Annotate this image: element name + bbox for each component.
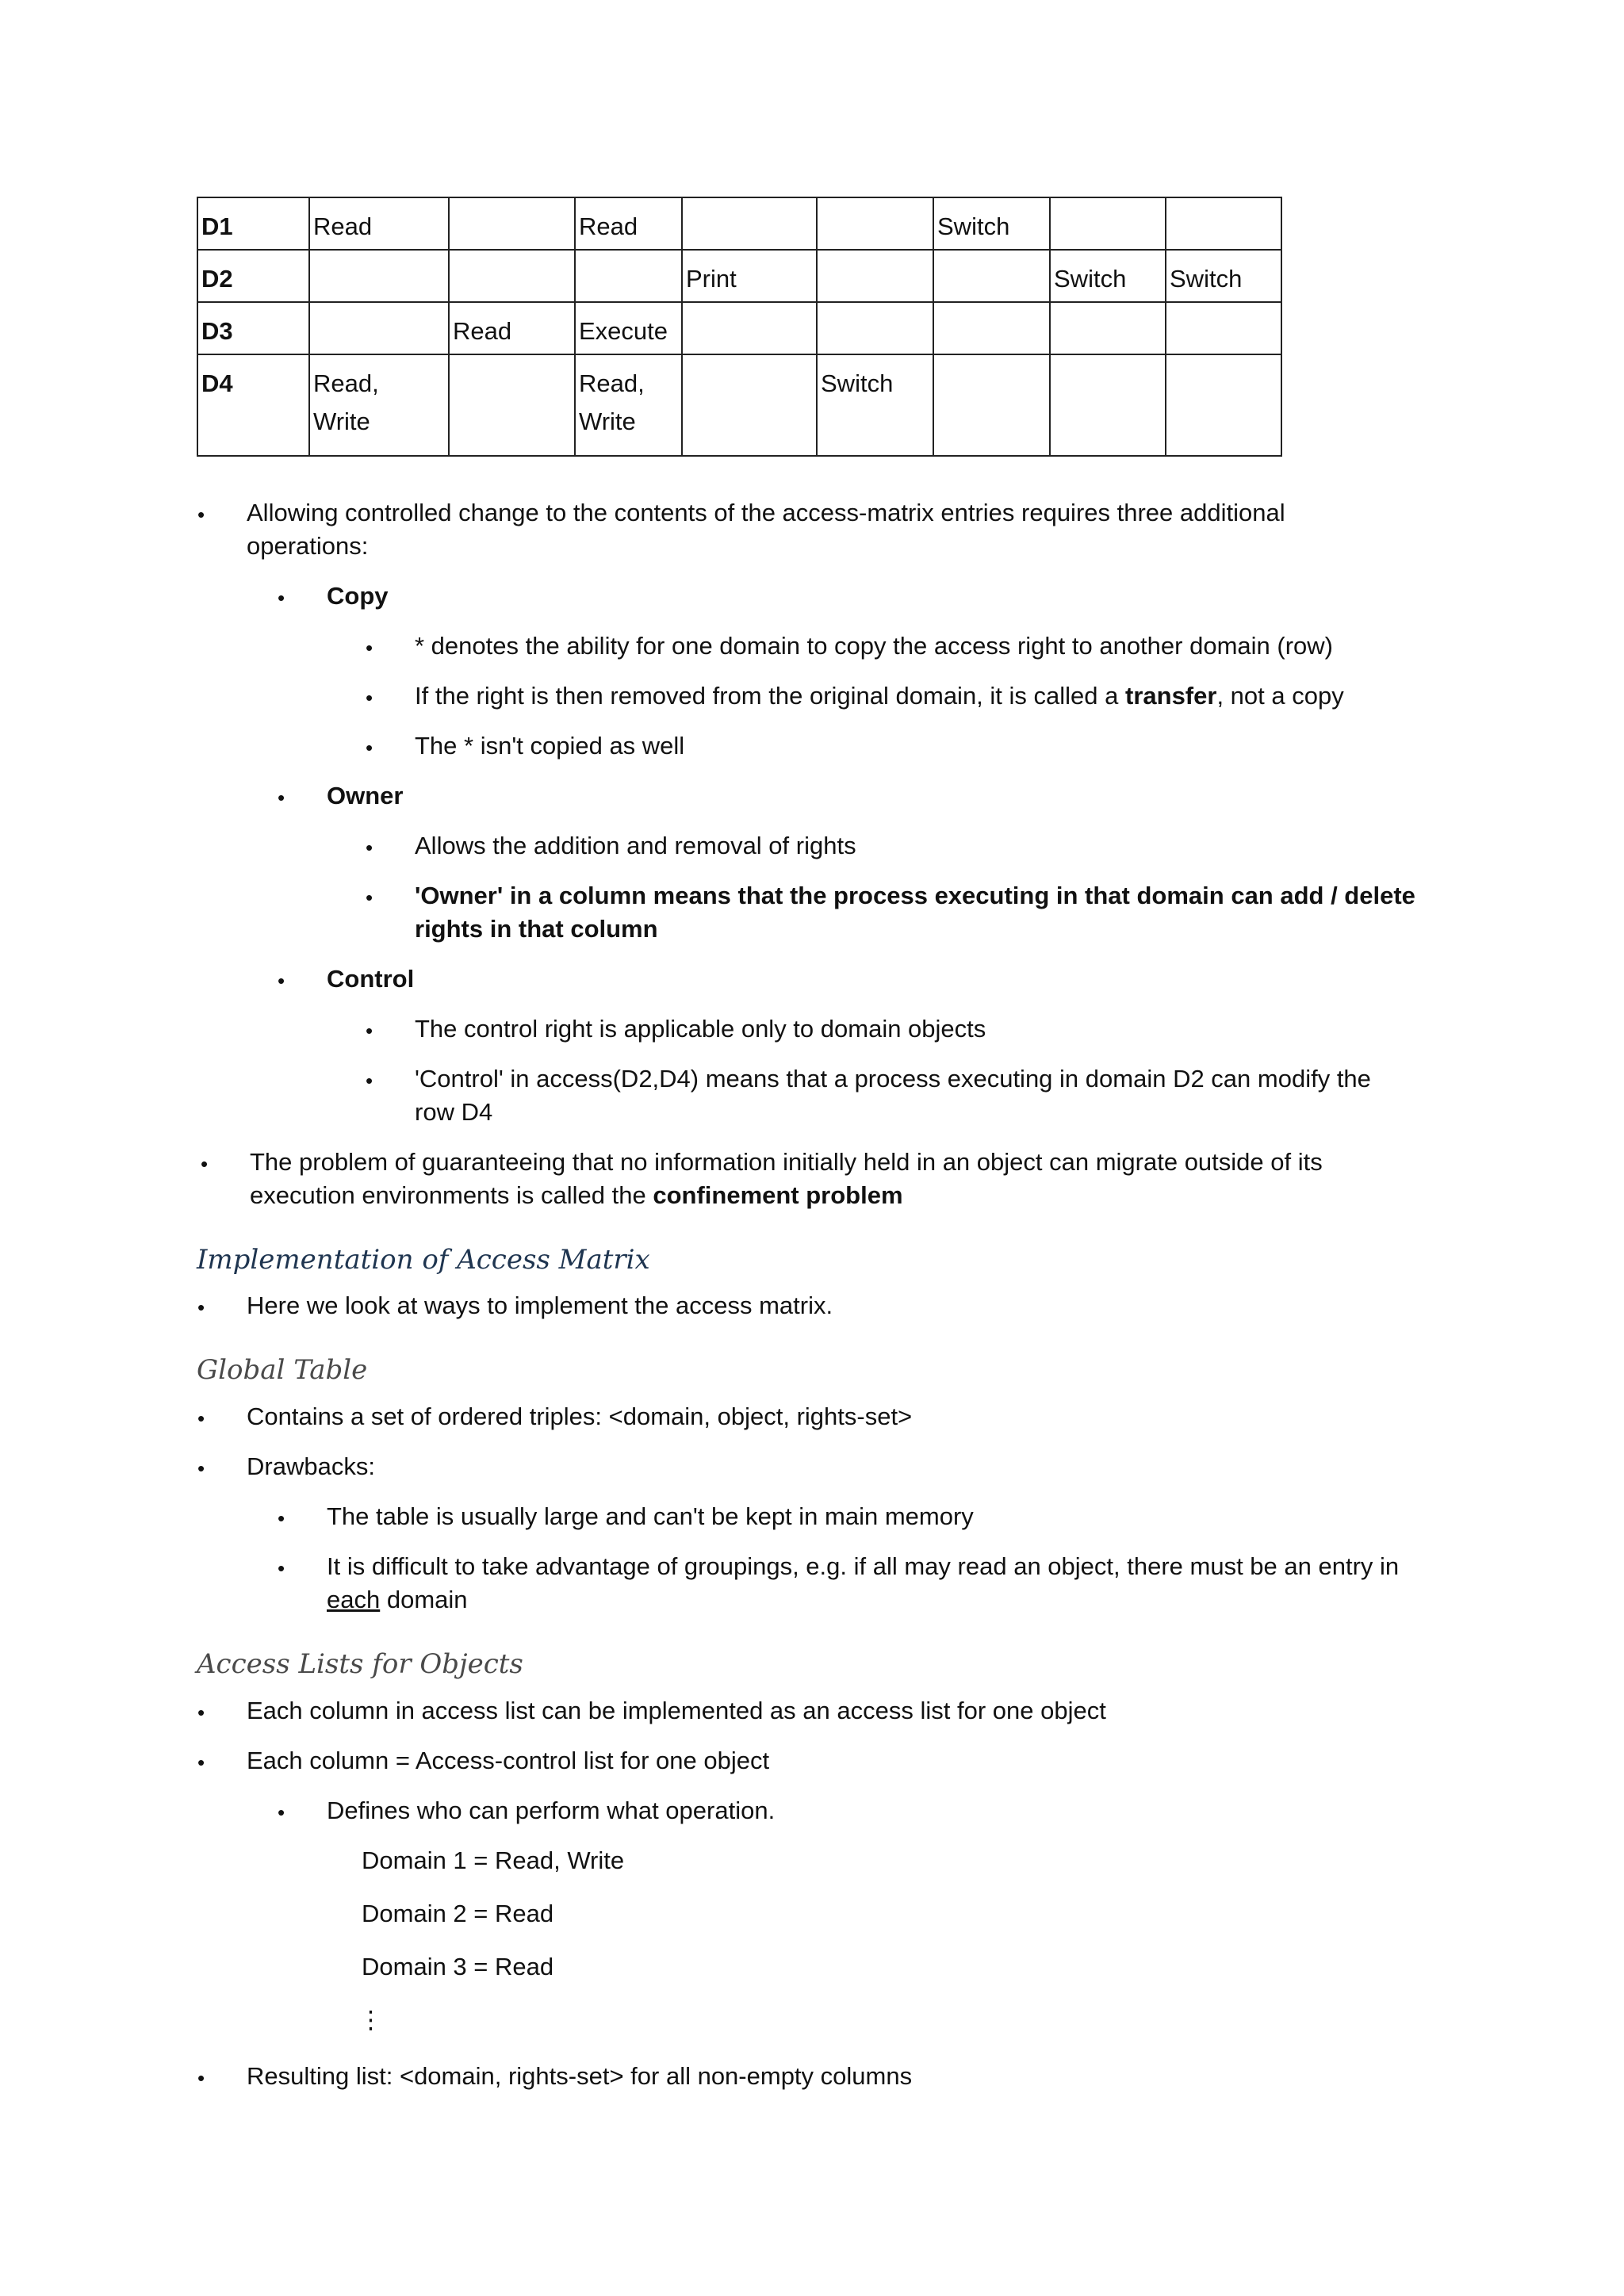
matrix-row [197,250,1281,302]
bullet-dot: • [366,886,373,909]
acl-ellipsis: ⋮ [358,2006,383,2034]
matrix-cell [933,250,1050,302]
matrix-row-label: D3 [197,302,309,354]
matrix-row-label: D4 [197,354,309,456]
control-bullet-1: The control right is applicable only to domain objects [415,1015,986,1043]
confinement-line1: The problem of guaranteeing that no information initially held in an object can migrate outside of its [250,1148,1323,1176]
heading-global-table: Global Table [197,1354,368,1386]
acl-domain-3: Domain 3 = Read [362,1953,554,1980]
acl-bullet-2: Each column = Access-control list for one object [247,1747,770,1774]
bullet-dot: • [278,969,285,993]
acl-domain-1: Domain 1 = Read, Write [362,1846,625,1874]
matrix-row-label: D1 [197,197,309,250]
bullet-dot: • [197,503,205,526]
control-title: Control [327,965,415,993]
matrix-cell [682,302,817,354]
bullet-dot: • [197,1406,205,1430]
matrix-cell [1166,302,1281,354]
bullet-dot: • [197,2066,205,2090]
copy-bullet-3: The * isn't copied as well [415,732,685,760]
bullet-dot: • [201,1152,209,1176]
bullet-dot: • [366,1069,373,1093]
confinement-line2: execution environments is called the confinement problem [250,1181,903,1209]
matrix-cell: Read [575,197,682,250]
global-sub-2-line2: each domain [327,1586,468,1613]
matrix-cell [449,250,575,302]
heading-access-lists: Access Lists for Objects [197,1648,523,1680]
copy-bullet-2: If the right is then removed from the original domain, it is called a transfer, not a copy [415,682,1344,710]
matrix-cell [1050,197,1166,250]
owner-bullet-1: Allows the addition and removal of rights [415,832,856,859]
matrix-cell [682,197,817,250]
matrix-cell [1050,302,1166,354]
bullet-dot: • [366,686,373,710]
matrix-cell [1166,197,1281,250]
bullet-dot: • [366,636,373,660]
matrix-cell [449,354,575,456]
matrix-cell [309,250,449,302]
bullet-dot: • [197,1456,205,1480]
global-sub-1: The table is usually large and can't be kept in main memory [327,1502,974,1530]
global-sub-2-line1: It is difficult to take advantage of groupings, e.g. if all may read an object, there must be an entry in [327,1552,1400,1580]
bullet-dot: • [278,786,285,809]
bullet-dot: • [278,1506,285,1530]
matrix-cell [1166,354,1281,456]
matrix-cell: Read, Write [309,354,449,456]
matrix-cell: Switch [817,354,933,456]
matrix-cell: Switch [933,197,1050,250]
bullet-dot: • [366,736,373,760]
owner-bullet-2-line1: 'Owner' in a column means that the process executing in that domain can add / delete [415,882,1415,909]
matrix-cell [933,354,1050,456]
acl-bullet-1: Each column in access list can be implemented as an access list for one object [247,1697,1106,1724]
matrix-cell [817,302,933,354]
owner-title: Owner [327,782,404,809]
acl-bullet-3: Resulting list: <domain, rights-set> for all non-empty columns [247,2062,913,2090]
matrix-cell [309,302,449,354]
access-matrix-table [197,197,1282,457]
owner-bullet-2-line2: rights in that column [415,915,658,943]
matrix-cell [449,197,575,250]
global-bullet-2: Drawbacks: [247,1452,375,1480]
matrix-cell [682,354,817,456]
bullet-dot: • [366,1019,373,1043]
matrix-cell: Switch [1050,250,1166,302]
copy-title: Copy [327,582,389,610]
global-bullet-1: Contains a set of ordered triples: <domain, object, rights-set> [247,1402,913,1430]
heading-implementation: Implementation of Access Matrix [197,1244,650,1276]
matrix-row [197,302,1281,354]
bullet-dot: • [278,1556,285,1580]
matrix-cell: Print [682,250,817,302]
matrix-cell [817,250,933,302]
matrix-row-label: D2 [197,250,309,302]
matrix-cell [933,302,1050,354]
bullet-dot: • [197,1751,205,1774]
matrix-cell [575,250,682,302]
matrix-cell: Execute [575,302,682,354]
impl-bullet-1: Here we look at ways to implement the access matrix. [247,1292,833,1319]
bullet-dot: • [366,836,373,859]
control-bullet-2-line1: 'Control' in access(D2,D4) means that a process executing in domain D2 can modify the [415,1065,1371,1093]
matrix-cell: Read [449,302,575,354]
matrix-row [197,354,1281,456]
matrix-cell: Switch [1166,250,1281,302]
acl-sub-1: Defines who can perform what operation. [327,1797,776,1824]
matrix-cell [1050,354,1166,456]
copy-bullet-1: * denotes the ability for one domain to copy the access right to another domain (row) [415,632,1333,660]
ops-intro-line1: Allowing controlled change to the contents of the access-matrix entries requires three additional [247,499,1285,526]
acl-domain-2: Domain 2 = Read [362,1900,554,1927]
matrix-cell [817,197,933,250]
matrix-row [197,197,1281,250]
bullet-dot: • [278,586,285,610]
bullet-dot: • [197,1701,205,1724]
ops-intro-line2: operations: [247,532,369,560]
matrix-cell: Read, Write [575,354,682,456]
matrix-cell: Read [309,197,449,250]
control-bullet-2-line2: row D4 [415,1098,493,1126]
bullet-dot: • [197,1295,205,1319]
bullet-dot: • [278,1800,285,1824]
